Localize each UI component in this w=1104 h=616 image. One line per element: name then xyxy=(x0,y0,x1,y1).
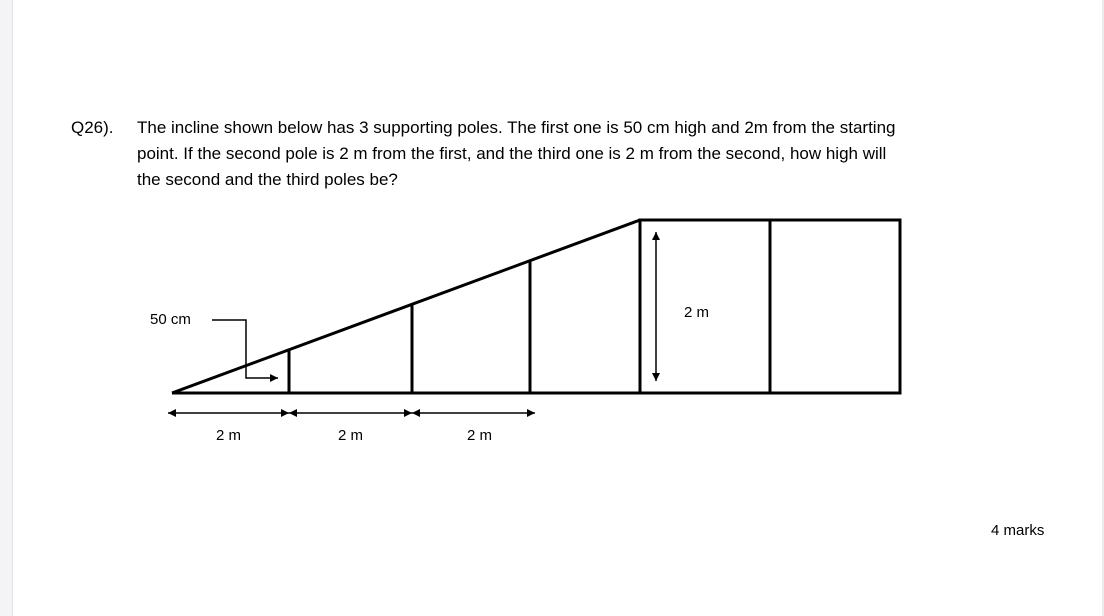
marks-label: 4 marks xyxy=(991,522,1045,539)
spacing-label-1: 2 m xyxy=(216,427,242,444)
question-line: the second and the third poles be? xyxy=(137,170,398,189)
height-label: 2 m xyxy=(684,304,710,321)
incline-line xyxy=(172,220,640,393)
spacing-label-2: 2 m xyxy=(338,427,364,444)
question-line: point. If the second pole is 2 m from the first, and the third one is 2 m from the second, how high will xyxy=(137,144,887,163)
question-line: The incline shown below has 3 supporting poles. The first one is 50 cm high and 2m from the starting xyxy=(137,118,896,137)
spacing-label-3: 2 m xyxy=(467,427,493,444)
pole-height-label: 50 cm xyxy=(150,311,191,328)
pole-height-leader xyxy=(212,320,278,378)
question-number: Q26). xyxy=(71,118,114,137)
